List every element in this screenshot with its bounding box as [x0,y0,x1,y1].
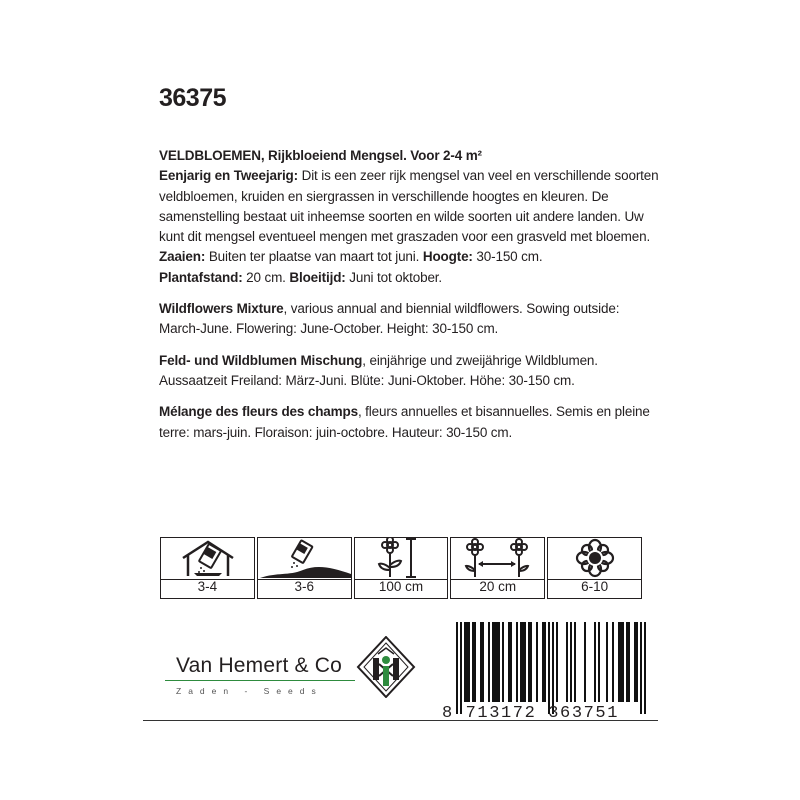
german-title: Feld- und Wildblumen Mischung [159,352,363,368]
sow-indoors-cell [160,537,255,599]
barcode-bar [460,622,462,714]
barcode-bar [584,622,586,702]
barcode-bar [536,622,538,702]
barcode-bar [464,622,466,702]
barcode-bar [502,622,504,702]
barcode-bar [634,622,636,702]
german-description [159,351,659,392]
plant-spacing-cell [450,537,545,599]
barcode-bar [640,622,642,714]
barcode-bar [570,622,572,702]
sow-outdoors-icon [258,538,353,578]
description-block [159,146,659,454]
barcode-bar [636,622,638,702]
barcode-bar [516,622,518,702]
dutch-height-label: Hoogte: [422,249,473,265]
plant-height-cell [354,537,449,599]
dutch-bloom-text: Juni tot oktober. [345,269,443,285]
flowering-months: 6-10 [581,579,609,594]
barcode [442,622,656,726]
barcode-bar [524,622,526,702]
brand-tagline: Zaden - Seeds [176,686,323,696]
growing-info-icons [160,537,642,599]
barcode-bar [496,622,498,702]
barcode-bar [548,622,550,714]
sow-indoors-months: 3-4 [197,579,218,594]
barcode-bar [566,622,568,702]
barcode-bar [612,622,614,702]
sow-outdoors-months: 3-6 [294,579,314,594]
barcode-bar [474,622,476,702]
barcode-bar [542,622,544,702]
english-description [159,299,659,340]
plant-height-value: 100 cm [378,579,424,594]
barcode-bar [530,622,532,702]
plant-spacing-icon [451,538,546,578]
barcode-bar [482,622,484,702]
french-body: , fleurs annuelles et bisannuelles. Semis en pleine terre: mars-juin. Floraison: juin-octobre. Hauteur: 30-150 cm. [159,404,650,440]
barcode-bar [594,622,596,702]
dutch-title: VELDBLOEMEN, Rijkbloeiend Mengsel. Voor 2-4 m² [159,148,482,163]
barcode-bar [520,622,522,702]
dutch-spacing-text: 20 cm. [242,269,290,285]
brand-underline [165,680,355,681]
company-logo-icon [356,636,416,698]
german-body: , einjährige und zweijährige Wildblumen. Aussaatzeit Freiland: März-Juni. Blüte: Juni-Oktober. Höhe: 30-150 cm. [159,352,598,388]
barcode-bar [456,622,458,714]
english-title: Wildflowers Mixture [159,301,284,317]
barcode-bar [618,622,620,702]
barcode-bar [528,622,530,702]
dutch-spacing-label: Plantafstand: [159,269,243,285]
barcode-number: 8 713172 363751 [442,704,620,723]
barcode-bar [522,622,524,702]
brand-name: Van Hemert & Co [176,654,343,677]
barcode-bar [472,622,474,702]
english-body: , various annual and biennial wildflowers. Sowing outside: March-June. Flowering: June-October. Height: 30-150 cm. [159,301,620,337]
barcode-bar [508,622,510,702]
sow-outdoors-cell [257,537,352,599]
plant-height-icon [355,538,450,578]
flowering-icon [548,538,643,578]
barcode-bar [488,622,490,702]
barcode-bar [622,622,624,702]
barcode-bar [574,622,576,702]
sow-indoors-icon [161,538,256,578]
dutch-bloom-label: Bloeitijd: [289,269,346,285]
barcode-bar [480,622,482,702]
barcode-bar [620,622,622,702]
barcode-bar [644,622,646,714]
barcode-bar [498,622,500,702]
barcode-bar [598,622,600,702]
barcode-bar [628,622,630,702]
dutch-sow-text: Buiten ter plaatse van maart tot juni. [205,249,423,265]
barcode-bar [466,622,468,702]
french-title: Mélange des fleurs des champs [159,404,358,420]
barcode-bar [468,622,470,702]
product-code: 36375 [159,84,227,112]
barcode-bar [552,622,554,714]
dutch-description [159,146,659,288]
dutch-body: Dit is een zeer rijk mengsel van veel en verschillende soorten veldbloemen, kruiden en siergrassen in verschillende hoogtes en kleuren. De samenstelling bestaat uit inheemse soorten en wilde soorten uit andere landen. Uw kunt dit mengsel eventueel mengen met graszaden voor een grasveld met bloemen. [159,168,659,245]
barcode-bar [492,622,494,702]
french-description [159,402,659,443]
barcode-bar [606,622,608,702]
plant-spacing-value: 20 cm [479,579,517,594]
barcode-bar [626,622,628,702]
dutch-sow-label: Zaaien: [159,249,206,265]
barcode-bar [510,622,512,702]
barcode-bar [544,622,546,702]
barcode-bar [494,622,496,702]
dutch-height-text: 30-150 cm. [472,249,543,265]
bottom-rule [143,720,658,721]
barcode-bar [556,622,558,702]
dutch-type-label: Eenjarig en Tweejarig: [159,168,298,184]
flowering-cell [547,537,642,599]
